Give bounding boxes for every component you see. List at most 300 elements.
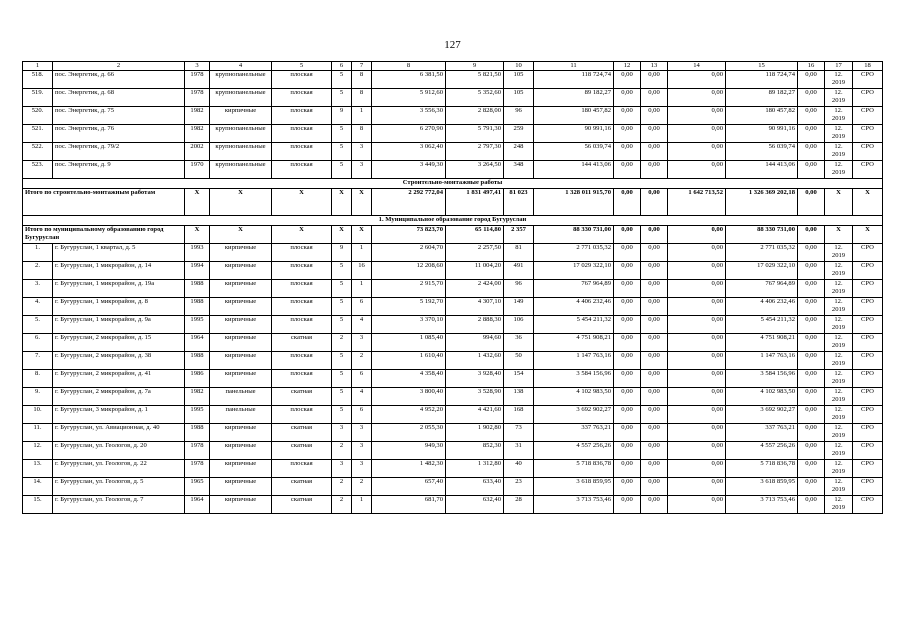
table-cell: 0,00 (614, 161, 641, 179)
table-cell: 17 029 322,10 (534, 262, 614, 280)
table-cell: 12. 2019 (825, 262, 853, 280)
table-cell: пос. Энергетик, д. 9 (53, 161, 185, 179)
table-cell: СРО (853, 89, 883, 107)
table-cell: 5 (332, 406, 352, 424)
table-cell: СРО (853, 125, 883, 143)
table-row (23, 496, 883, 514)
table-cell: 4 952,20 (372, 406, 446, 424)
table-cell: 9 (332, 244, 352, 262)
table-cell: 2 828,00 (446, 107, 504, 125)
table-cell: 2 888,30 (446, 316, 504, 334)
table-cell: 5 352,60 (446, 89, 504, 107)
table-cell: 1 (352, 280, 372, 298)
table-cell: 28 (504, 496, 534, 514)
table-cell: 180 457,82 (726, 107, 798, 125)
table-cell: пос. Энергетик, д. 66 (53, 71, 185, 89)
total-cell: Итого по строительно-монтажным работам (23, 189, 185, 216)
table-row (23, 89, 883, 107)
table-cell: 3 692 902,27 (726, 406, 798, 424)
table-cell: 0,00 (641, 370, 668, 388)
table-cell: панельные (210, 388, 272, 406)
table-cell: 0,00 (614, 460, 641, 478)
table-cell: 3 (332, 424, 352, 442)
table-row (23, 71, 883, 89)
table-cell: 1978 (185, 71, 210, 89)
total-cell: 88 330 731,00 (534, 226, 614, 244)
table-cell: 259 (504, 125, 534, 143)
total-cell: X (825, 226, 853, 244)
table-cell: 1 147 763,16 (726, 352, 798, 370)
table-cell: 73 (504, 424, 534, 442)
table-cell: 0,00 (798, 478, 825, 496)
table-cell: скатная (272, 334, 332, 352)
table-cell: плоская (272, 89, 332, 107)
table-cell: 1986 (185, 370, 210, 388)
table-cell: 2 055,30 (372, 424, 446, 442)
total-cell: 2 292 772,04 (372, 189, 446, 216)
table-cell: плоская (272, 370, 332, 388)
table-cell: г. Бугуруслан, 2 микрорайон, д. 38 (53, 352, 185, 370)
table-cell: 3 528,90 (446, 388, 504, 406)
table-cell: 1 610,40 (372, 352, 446, 370)
table-cell: 0,00 (614, 388, 641, 406)
table-cell: 12. 2019 (825, 352, 853, 370)
table-cell: 1982 (185, 107, 210, 125)
table-cell: 12. 2019 (825, 334, 853, 352)
table-cell: 0,00 (641, 298, 668, 316)
table-cell: 1993 (185, 244, 210, 262)
table-cell: 4 751 908,21 (726, 334, 798, 352)
table-cell: 5 (332, 161, 352, 179)
table-cell: 0,00 (798, 316, 825, 334)
table-cell: 0,00 (614, 442, 641, 460)
table-cell: г. Бугуруслан, 1 микрорайон, д. 9а (53, 316, 185, 334)
table-cell: 1 147 763,16 (534, 352, 614, 370)
table-cell: 9 (332, 107, 352, 125)
table-cell: 0,00 (641, 161, 668, 179)
table-cell: 633,40 (446, 478, 504, 496)
total-cell: 0,00 (798, 189, 825, 216)
total-cell: 1 328 011 915,70 (534, 189, 614, 216)
table-cell: скатная (272, 388, 332, 406)
table-cell: крупнопанельные (210, 125, 272, 143)
table-cell: 6 (352, 370, 372, 388)
col-header: 18 (853, 62, 883, 71)
table-cell: 994,60 (446, 334, 504, 352)
table-cell: 2 771 035,32 (534, 244, 614, 262)
table-row (23, 262, 883, 280)
table-cell: 0,00 (641, 406, 668, 424)
col-header: 15 (726, 62, 798, 71)
table-cell: 12. (23, 442, 53, 460)
table-cell: 168 (504, 406, 534, 424)
table-cell: 1982 (185, 125, 210, 143)
table-row (23, 107, 883, 125)
table-cell: 0,00 (668, 406, 726, 424)
table-cell: 523. (23, 161, 53, 179)
table-cell: 0,00 (614, 406, 641, 424)
table-cell: 11. (23, 424, 53, 442)
table-cell: 89 182,27 (534, 89, 614, 107)
total-cell: X (825, 189, 853, 216)
section-heading-mo-title: 1. Муниципальное образование город Бугуруслан (23, 216, 883, 226)
table-cell: 4 307,10 (446, 298, 504, 316)
table-cell: 2 797,30 (446, 143, 504, 161)
table-row (23, 478, 883, 496)
table-cell: 4 751 908,21 (534, 334, 614, 352)
table-cell: 1964 (185, 496, 210, 514)
table-cell: 5 718 836,78 (726, 460, 798, 478)
table-cell: 118 724,74 (726, 71, 798, 89)
table-cell: 0,00 (798, 352, 825, 370)
table-cell: плоская (272, 316, 332, 334)
table-cell: 40 (504, 460, 534, 478)
table-cell: 50 (504, 352, 534, 370)
table-cell: скатная (272, 478, 332, 496)
table-cell: 248 (504, 143, 534, 161)
table-row (23, 143, 883, 161)
table-cell: плоская (272, 161, 332, 179)
table-cell: 0,00 (614, 370, 641, 388)
table-cell: 56 039,74 (726, 143, 798, 161)
table-cell: 0,00 (668, 125, 726, 143)
table-cell: 0,00 (614, 262, 641, 280)
table-cell: 1 (352, 244, 372, 262)
col-header: 4 (210, 62, 272, 71)
table-cell: кирпичные (210, 478, 272, 496)
table-cell: плоская (272, 143, 332, 161)
table-cell: 56 039,74 (534, 143, 614, 161)
table-cell: 1 (352, 496, 372, 514)
table-cell: СРО (853, 496, 883, 514)
table-cell: кирпичные (210, 244, 272, 262)
col-header: 6 (332, 62, 352, 71)
table-cell: 3 713 753,46 (534, 496, 614, 514)
table-cell: 0,00 (614, 424, 641, 442)
table-cell: 4 406 232,46 (726, 298, 798, 316)
total-cell: 1 326 369 202,18 (726, 189, 798, 216)
table-cell: 2 (352, 478, 372, 496)
col-header: 11 (534, 62, 614, 71)
table-cell: СРО (853, 298, 883, 316)
table-cell: 3 449,30 (372, 161, 446, 179)
table-row (23, 370, 883, 388)
table-cell: СРО (853, 107, 883, 125)
table-cell: СРО (853, 143, 883, 161)
table-cell: 1988 (185, 352, 210, 370)
table-cell: 0,00 (668, 478, 726, 496)
total-cell: 1 831 497,41 (446, 189, 504, 216)
table-cell: 1988 (185, 298, 210, 316)
table-cell: кирпичные (210, 334, 272, 352)
table-cell: 81 (504, 244, 534, 262)
total-cell: 65 114,80 (446, 226, 504, 244)
table-cell: 144 413,06 (534, 161, 614, 179)
total-cell: 0,00 (614, 189, 641, 216)
table-cell: 12. 2019 (825, 143, 853, 161)
table-row (23, 352, 883, 370)
total-cell: 81 023 (504, 189, 534, 216)
table-cell: крупнопанельные (210, 71, 272, 89)
table-cell: 5 (332, 262, 352, 280)
table-cell: г. Бугуруслан, 2 микрорайон, д. 41 (53, 370, 185, 388)
table-cell: 3 (352, 442, 372, 460)
table-cell: 681,70 (372, 496, 446, 514)
table-cell: плоская (272, 262, 332, 280)
table-cell: 0,00 (798, 107, 825, 125)
table-cell: 1. (23, 244, 53, 262)
table-cell: 3 370,10 (372, 316, 446, 334)
table-cell: 3 584 156,96 (726, 370, 798, 388)
table-cell: 0,00 (798, 334, 825, 352)
table-cell: 0,00 (798, 143, 825, 161)
table-cell: крупнопанельные (210, 143, 272, 161)
total-cell: 88 330 731,00 (726, 226, 798, 244)
total-cell: 0,00 (641, 226, 668, 244)
table-cell: 6 270,90 (372, 125, 446, 143)
table-cell: 96 (504, 280, 534, 298)
table-cell: 348 (504, 161, 534, 179)
table-cell: 0,00 (798, 125, 825, 143)
table-cell: 0,00 (668, 161, 726, 179)
table-cell: 0,00 (798, 280, 825, 298)
table-cell: 852,30 (446, 442, 504, 460)
table-cell: 337 763,21 (726, 424, 798, 442)
table-cell: 5 821,50 (446, 71, 504, 89)
table-cell: 0,00 (668, 316, 726, 334)
table-cell: 0,00 (798, 298, 825, 316)
table-cell: 5 (332, 143, 352, 161)
table-cell: 2 (332, 334, 352, 352)
table-cell: 3 928,40 (446, 370, 504, 388)
table-cell: СРО (853, 424, 883, 442)
table-cell: кирпичные (210, 370, 272, 388)
table-cell: 12. 2019 (825, 280, 853, 298)
table-cell: г. Бугуруслан, 1 квартал, д. 5 (53, 244, 185, 262)
table-cell: плоская (272, 280, 332, 298)
table-cell: г. Бугуруслан, ул. Геологов, д. 20 (53, 442, 185, 460)
table-cell: 0,00 (798, 71, 825, 89)
table-cell: 3 (352, 334, 372, 352)
table-cell: 0,00 (614, 89, 641, 107)
table-cell: 6 (352, 298, 372, 316)
header-row (23, 62, 883, 71)
table-cell: 3 618 859,95 (726, 478, 798, 496)
table-row (23, 442, 883, 460)
table-cell: 3 713 753,46 (726, 496, 798, 514)
table-cell: СРО (853, 352, 883, 370)
table-row (23, 298, 883, 316)
table-cell: 2 257,50 (446, 244, 504, 262)
table-cell: 3 584 156,96 (534, 370, 614, 388)
table-cell: 0,00 (614, 71, 641, 89)
table-cell: г. Бугуруслан, ул. Геологов, д. 7 (53, 496, 185, 514)
table-cell: 2 771 035,32 (726, 244, 798, 262)
table-cell: 0,00 (641, 71, 668, 89)
table-cell: 12. 2019 (825, 107, 853, 125)
table-cell: СРО (853, 280, 883, 298)
total-cell: Итого по муниципальному образованию город Бугуруслан (23, 226, 185, 244)
table-cell: 4 102 983,50 (726, 388, 798, 406)
table-cell: СРО (853, 370, 883, 388)
col-header: 17 (825, 62, 853, 71)
table-cell: 2 604,70 (372, 244, 446, 262)
table-cell: пос. Энергетик, д. 79/2 (53, 143, 185, 161)
table-cell: 3 (352, 143, 372, 161)
table-cell: 8 (352, 71, 372, 89)
table-cell: 767 964,89 (726, 280, 798, 298)
total-cell: X (272, 189, 332, 216)
table-cell: 632,40 (446, 496, 504, 514)
table-cell: 0,00 (668, 442, 726, 460)
table-cell: 12. 2019 (825, 478, 853, 496)
table-cell: 118 724,74 (534, 71, 614, 89)
table-cell: 0,00 (641, 424, 668, 442)
table-cell: 1 (352, 107, 372, 125)
table-cell: 0,00 (641, 89, 668, 107)
table-cell: 5 718 836,78 (534, 460, 614, 478)
table-row (23, 460, 883, 478)
col-header: 14 (668, 62, 726, 71)
table-cell: 949,30 (372, 442, 446, 460)
table-cell: 3 (352, 161, 372, 179)
table-cell: 12. 2019 (825, 161, 853, 179)
table-cell: 5 912,60 (372, 89, 446, 107)
table-cell: 8 (352, 89, 372, 107)
table-cell: 0,00 (641, 280, 668, 298)
table-cell: 0,00 (798, 388, 825, 406)
table-cell: плоская (272, 460, 332, 478)
table-cell: 2 915,70 (372, 280, 446, 298)
col-header: 12 (614, 62, 641, 71)
table-row (23, 406, 883, 424)
table-cell: 3 (332, 460, 352, 478)
table-cell: 491 (504, 262, 534, 280)
table-cell: 521. (23, 125, 53, 143)
table-cell: 0,00 (641, 496, 668, 514)
table-cell: 0,00 (614, 316, 641, 334)
table-cell: пос. Энергетик, д. 75 (53, 107, 185, 125)
table-cell: 5 (332, 298, 352, 316)
table-cell: 10. (23, 406, 53, 424)
table-cell: г. Бугуруслан, 1 микрорайон, д. 14 (53, 262, 185, 280)
table-cell: 4 (352, 316, 372, 334)
table-cell: 13. (23, 460, 53, 478)
table-cell: 3 800,40 (372, 388, 446, 406)
table-cell: крупнопанельные (210, 161, 272, 179)
col-header: 2 (53, 62, 185, 71)
table-cell: 0,00 (668, 262, 726, 280)
table-cell: 7. (23, 352, 53, 370)
table-cell: 1994 (185, 262, 210, 280)
table-cell: 17 029 322,10 (726, 262, 798, 280)
table-cell: 1 085,40 (372, 334, 446, 352)
table-cell: 180 457,82 (534, 107, 614, 125)
table-cell: 519. (23, 89, 53, 107)
table-cell: 5. (23, 316, 53, 334)
table-cell: 520. (23, 107, 53, 125)
col-header: 9 (446, 62, 504, 71)
table-cell: 3 618 859,95 (534, 478, 614, 496)
table-cell: 14. (23, 478, 53, 496)
table-row (23, 334, 883, 352)
table-cell: 0,00 (798, 244, 825, 262)
table-cell: 149 (504, 298, 534, 316)
table-cell: 31 (504, 442, 534, 460)
table-cell: 36 (504, 334, 534, 352)
table-cell: 12. 2019 (825, 316, 853, 334)
table-cell: 1 482,30 (372, 460, 446, 478)
table-cell: 518. (23, 71, 53, 89)
table-cell: г. Бугуруслан, 3 микрорайон, д. 1 (53, 406, 185, 424)
table-cell: кирпичные (210, 298, 272, 316)
table-cell: 0,00 (798, 406, 825, 424)
table-cell: 1978 (185, 460, 210, 478)
table-cell: г. Бугуруслан, 1 микрорайон, д. 19а (53, 280, 185, 298)
table-cell: 12. 2019 (825, 71, 853, 89)
col-header: 16 (798, 62, 825, 71)
table-cell: кирпичные (210, 280, 272, 298)
table-cell: 0,00 (641, 316, 668, 334)
table-cell: скатная (272, 496, 332, 514)
table-cell: 1988 (185, 424, 210, 442)
total-cell: X (352, 226, 372, 244)
table-cell: 5 454 211,32 (726, 316, 798, 334)
total-cell: X (853, 189, 883, 216)
table-cell: 0,00 (668, 334, 726, 352)
table-cell: 12. 2019 (825, 298, 853, 316)
total-cell: X (332, 226, 352, 244)
table-cell: 0,00 (668, 107, 726, 125)
table-cell: г. Бугуруслан, 1 микрорайон, д. 8 (53, 298, 185, 316)
table-cell: 0,00 (641, 388, 668, 406)
table-cell: 0,00 (668, 424, 726, 442)
table-cell: 4. (23, 298, 53, 316)
table-cell: 0,00 (641, 125, 668, 143)
table-cell: СРО (853, 334, 883, 352)
table-cell: 90 991,16 (534, 125, 614, 143)
total-cell: 2 357 (504, 226, 534, 244)
table-cell: 0,00 (668, 370, 726, 388)
table-cell: СРО (853, 406, 883, 424)
registry-table (22, 61, 883, 514)
table-cell: 0,00 (668, 244, 726, 262)
table-cell: 1995 (185, 406, 210, 424)
table-cell: плоская (272, 107, 332, 125)
table-cell: 12. 2019 (825, 496, 853, 514)
table-cell: 3 556,30 (372, 107, 446, 125)
table-cell: плоская (272, 71, 332, 89)
table-cell: 4 (352, 388, 372, 406)
table-cell: 0,00 (668, 496, 726, 514)
table-cell: 0,00 (614, 334, 641, 352)
table-cell: 0,00 (798, 89, 825, 107)
table-cell: 0,00 (641, 244, 668, 262)
table-cell: 1978 (185, 89, 210, 107)
table-cell: плоская (272, 244, 332, 262)
total-cell: 0,00 (641, 189, 668, 216)
total-cell: 73 823,70 (372, 226, 446, 244)
table-cell: 0,00 (614, 352, 641, 370)
section-heading-smr (23, 179, 883, 189)
total-cell: X (352, 189, 372, 216)
table-cell: 3. (23, 280, 53, 298)
table-cell: 0,00 (798, 442, 825, 460)
table-cell: 2 (332, 478, 352, 496)
table-cell: 4 421,60 (446, 406, 504, 424)
table-cell: 90 991,16 (726, 125, 798, 143)
total-cell: X (853, 226, 883, 244)
